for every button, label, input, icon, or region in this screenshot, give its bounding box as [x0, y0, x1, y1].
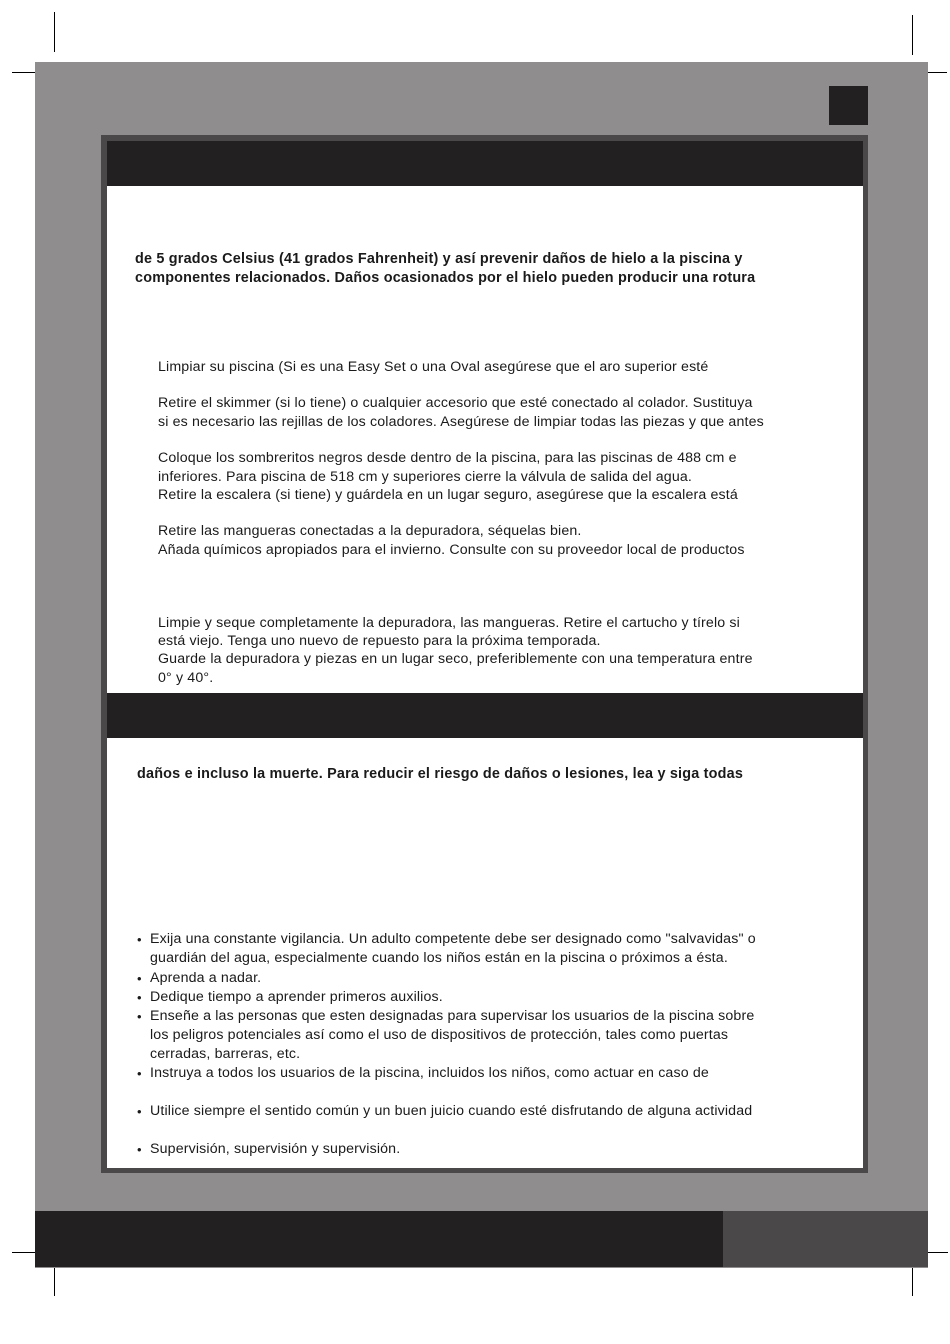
crop-mark	[912, 1268, 913, 1296]
safety-warning-line: daños e incluso la muerte. Para reducir el riesgo de daños o lesiones, lea y siga todas	[137, 766, 744, 782]
safety-bullet-line: Exija una constante vigilancia. Un adulto competente debe ser designado como "salvavidas" o	[150, 931, 756, 947]
step-line: Limpiar su piscina (Si es una Easy Set o una Oval asegúrese que el aro superior esté	[158, 359, 709, 375]
safety-bullet-line: Utilice siempre el sentido común y un buen juicio cuando esté disfrutando de alguna actividad	[150, 1103, 753, 1119]
step-line: inferiores. Para piscina de 518 cm y superiores cierre la válvula de salida del agua.	[158, 469, 693, 485]
safety-bullet-line: Enseñe a las personas que esten designadas para supervisar los usuarios de la piscina sobre	[150, 1008, 755, 1024]
step-line: si es necesario las rejillas de los coladores. Asegúrese de limpiar todas las piezas y que antes	[158, 414, 764, 430]
safety-bullet-line: Supervisión, supervisión y supervisión.	[150, 1141, 401, 1157]
section-header-winterizing	[107, 141, 863, 186]
footer-page-tab	[723, 1211, 928, 1267]
bullet-icon: •	[137, 971, 142, 986]
bullet-icon: •	[137, 1104, 142, 1119]
bullet-icon: •	[137, 1142, 142, 1157]
safety-bullet-line: Dedique tiempo a aprender primeros auxilios.	[150, 989, 443, 1005]
safety-bullet-line: Instruya a todos los usuarios de la piscina, incluidos los niños, como actuar en caso de	[150, 1065, 709, 1081]
crop-mark	[54, 1268, 55, 1296]
crop-mark	[912, 15, 913, 55]
crop-mark	[12, 1252, 36, 1253]
pump-step-line: Limpie y seque completamente la depuradora, las mangueras. Retire el cartucho y tírelo si	[158, 615, 740, 631]
page-number-box	[829, 86, 868, 125]
step-line: Retire las mangueras conectadas a la depuradora, séquelas bien.	[158, 523, 582, 539]
bullet-icon: •	[137, 932, 142, 947]
pump-step-line: 0° y 40°.	[158, 670, 214, 686]
intro-line: componentes relacionados. Daños ocasionados por el hielo pueden producir una rotura	[135, 270, 756, 286]
crop-mark	[54, 12, 55, 52]
step-line: Coloque los sombreritos negros desde dentro de la piscina, para las piscinas de 488 cm e	[158, 450, 737, 466]
step-line: Añada químicos apropiados para el invierno. Consulte con su proveedor local de productos	[158, 542, 745, 558]
safety-bullet-line: Aprenda a nadar.	[150, 970, 262, 986]
intro-line: de 5 grados Celsius (41 grados Fahrenheit) y así prevenir daños de hielo a la piscina y	[135, 251, 743, 267]
pump-step-line: Guarde la depuradora y piezas en un lugar seco, preferiblemente con una temperatura entre	[158, 651, 753, 667]
bullet-icon: •	[137, 990, 142, 1005]
step-line: Retire el skimmer (si lo tiene) o cualquier accesorio que esté conectado al colador. Sustituya	[158, 395, 753, 411]
step-line: Retire la escalera (si tiene) y guárdela en un lugar seguro, asegúrese que la escalera está	[158, 487, 738, 503]
section-header-safety	[107, 693, 863, 738]
crop-mark	[928, 1252, 948, 1253]
footer-bar	[35, 1211, 723, 1267]
pump-step-line: está viejo. Tenga uno nuevo de repuesto para la próxima temporada.	[158, 633, 601, 649]
safety-bullet-line: cerradas, barreras, etc.	[150, 1046, 301, 1062]
safety-bullet-line: los peligros potenciales así como el uso de dispositivos de protección, tales como puertas	[150, 1027, 729, 1043]
bullet-icon: •	[137, 1066, 142, 1081]
safety-bullet-line: guardián del agua, especialmente cuando los niños están en la piscina o próximos a ésta.	[150, 950, 728, 966]
bullet-icon: •	[137, 1009, 142, 1024]
